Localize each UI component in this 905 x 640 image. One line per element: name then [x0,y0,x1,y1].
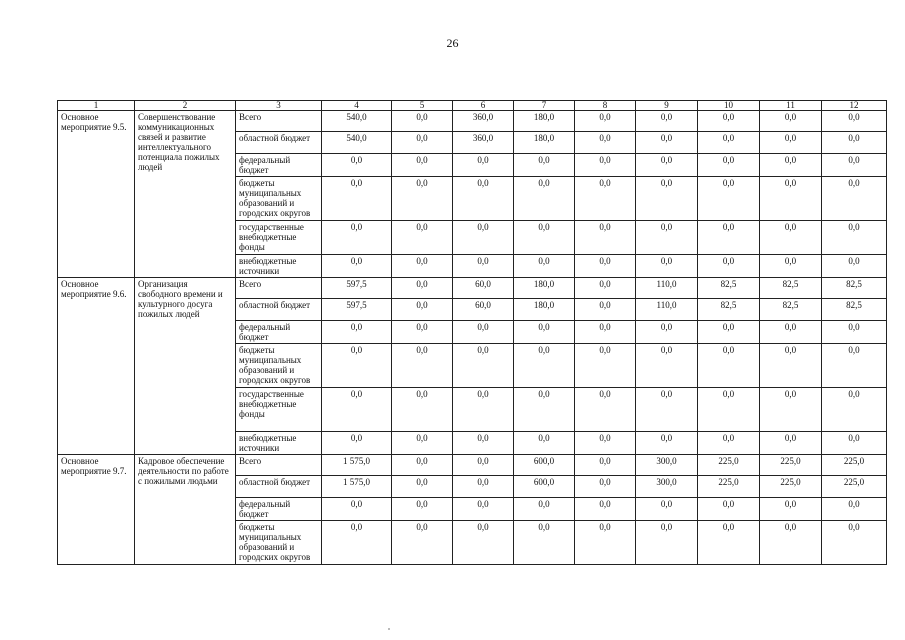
amount-cell: 180,0 [514,278,575,299]
amount-cell: 0,0 [322,255,392,278]
column-header: 8 [575,101,636,111]
amount-cell: 0,0 [453,388,514,432]
amount-cell: 0,0 [636,432,698,455]
amount-cell: 597,5 [322,299,392,321]
amount-cell: 0,0 [636,111,698,132]
amount-cell: 0,0 [575,388,636,432]
amount-cell: 0,0 [392,255,453,278]
amount-cell: 0,0 [322,154,392,177]
amount-cell: 0,0 [822,255,887,278]
amount-cell: 0,0 [822,132,887,154]
funding-source: областной бюджет [236,132,322,154]
amount-cell: 0,0 [575,221,636,255]
amount-cell: 1 575,0 [322,455,392,476]
amount-cell: 0,0 [760,388,822,432]
amount-cell: 0,0 [514,321,575,344]
amount-cell: 0,0 [575,278,636,299]
amount-cell: 0,0 [514,221,575,255]
amount-cell: 0,0 [514,154,575,177]
amount-cell: 82,5 [760,278,822,299]
column-header: 1 [58,101,135,111]
amount-cell: 0,0 [760,498,822,521]
amount-cell: 0,0 [760,132,822,154]
funding-source: Всего [236,278,322,299]
measure-description: Совершенствование коммуникационных связей и развитие интеллектуального потенциала пожилых людей [135,111,236,278]
amount-cell: 0,0 [392,299,453,321]
amount-cell: 0,0 [575,321,636,344]
amount-cell: 0,0 [636,344,698,388]
funding-source: бюджеты муниципальных образований и городских округов [236,521,322,565]
amount-cell: 0,0 [698,498,760,521]
amount-cell: 0,0 [322,177,392,221]
amount-cell: 0,0 [698,521,760,565]
amount-cell: 180,0 [514,299,575,321]
table-body [58,111,887,565]
amount-cell: 0,0 [514,498,575,521]
amount-cell: 0,0 [760,154,822,177]
amount-cell: 0,0 [698,255,760,278]
amount-cell: 0,0 [698,154,760,177]
column-header: 6 [453,101,514,111]
page-number: 26 [446,36,459,50]
funding-source: федеральный бюджет [236,321,322,344]
amount-cell: 360,0 [453,132,514,154]
measure-description: Организация свободного времени и культурного досуга пожилых людей [135,278,236,455]
scan-speck [388,628,390,630]
column-header: 3 [236,101,322,111]
amount-cell: 82,5 [698,299,760,321]
funding-source: федеральный бюджет [236,498,322,521]
amount-cell: 0,0 [392,278,453,299]
table-row [58,278,887,299]
amount-cell: 0,0 [575,132,636,154]
amount-cell: 0,0 [575,344,636,388]
amount-cell: 0,0 [636,388,698,432]
amount-cell: 0,0 [575,154,636,177]
amount-cell: 0,0 [575,476,636,498]
amount-cell: 0,0 [514,432,575,455]
amount-cell: 0,0 [575,521,636,565]
amount-cell: 225,0 [822,476,887,498]
amount-cell: 0,0 [392,132,453,154]
amount-cell: 0,0 [760,221,822,255]
funding-source: бюджеты муниципальных образований и городских округов [236,344,322,388]
amount-cell: 300,0 [636,476,698,498]
amount-cell: 0,0 [514,521,575,565]
funding-source: государственные внебюджетные фонды [236,221,322,255]
amount-cell: 0,0 [392,432,453,455]
amount-cell: 0,0 [760,255,822,278]
amount-cell: 597,5 [322,278,392,299]
amount-cell: 360,0 [453,111,514,132]
column-header: 12 [822,101,887,111]
amount-cell: 0,0 [760,111,822,132]
amount-cell: 225,0 [760,476,822,498]
amount-cell: 0,0 [636,321,698,344]
amount-cell: 0,0 [575,498,636,521]
amount-cell: 0,0 [392,521,453,565]
amount-cell: 0,0 [322,432,392,455]
amount-cell: 0,0 [636,521,698,565]
amount-cell: 82,5 [822,299,887,321]
amount-cell: 0,0 [636,221,698,255]
amount-cell: 225,0 [822,455,887,476]
amount-cell: 0,0 [392,177,453,221]
amount-cell: 0,0 [760,321,822,344]
column-header: 10 [698,101,760,111]
measure-name: Основное мероприятие 9.5. [58,111,135,278]
amount-cell: 0,0 [575,455,636,476]
amount-cell: 0,0 [760,177,822,221]
amount-cell: 0,0 [453,476,514,498]
amount-cell: 0,0 [636,255,698,278]
amount-cell: 0,0 [514,344,575,388]
column-header: 4 [322,101,392,111]
amount-cell: 82,5 [822,278,887,299]
amount-cell: 0,0 [392,321,453,344]
amount-cell: 0,0 [575,299,636,321]
amount-cell: 0,0 [453,321,514,344]
amount-cell: 0,0 [575,255,636,278]
amount-cell: 0,0 [698,111,760,132]
amount-cell: 600,0 [514,476,575,498]
amount-cell: 0,0 [575,177,636,221]
column-header: 5 [392,101,453,111]
amount-cell: 0,0 [322,498,392,521]
amount-cell: 0,0 [636,132,698,154]
amount-cell: 0,0 [822,321,887,344]
amount-cell: 0,0 [453,455,514,476]
amount-cell: 0,0 [322,344,392,388]
amount-cell: 0,0 [453,154,514,177]
amount-cell: 0,0 [822,498,887,521]
amount-cell: 225,0 [760,455,822,476]
amount-cell: 0,0 [822,111,887,132]
amount-cell: 0,0 [636,177,698,221]
amount-cell: 0,0 [698,388,760,432]
amount-cell: 0,0 [636,154,698,177]
amount-cell: 540,0 [322,111,392,132]
amount-cell: 0,0 [392,498,453,521]
table-row [58,455,887,476]
amount-cell: 0,0 [760,344,822,388]
measure-name: Основное мероприятие 9.7. [58,455,135,565]
amount-cell: 0,0 [698,221,760,255]
amount-cell: 180,0 [514,111,575,132]
amount-cell: 0,0 [822,432,887,455]
amount-cell: 0,0 [322,221,392,255]
amount-cell: 60,0 [453,299,514,321]
amount-cell: 540,0 [322,132,392,154]
amount-cell: 225,0 [698,455,760,476]
amount-cell: 0,0 [322,321,392,344]
amount-cell: 110,0 [636,299,698,321]
amount-cell: 0,0 [453,498,514,521]
amount-cell: 0,0 [636,498,698,521]
amount-cell: 0,0 [453,255,514,278]
amount-cell: 0,0 [822,154,887,177]
funding-source: областной бюджет [236,476,322,498]
column-header: 2 [135,101,236,111]
amount-cell: 0,0 [760,432,822,455]
column-number-row [58,101,887,111]
amount-cell: 0,0 [392,388,453,432]
amount-cell: 180,0 [514,132,575,154]
table-row [58,111,887,132]
amount-cell: 82,5 [760,299,822,321]
column-header: 7 [514,101,575,111]
amount-cell: 0,0 [822,221,887,255]
amount-cell: 0,0 [392,111,453,132]
amount-cell: 0,0 [392,476,453,498]
amount-cell: 0,0 [392,455,453,476]
amount-cell: 0,0 [392,344,453,388]
amount-cell: 0,0 [698,432,760,455]
amount-cell: 0,0 [453,521,514,565]
amount-cell: 0,0 [453,344,514,388]
amount-cell: 0,0 [822,344,887,388]
amount-cell: 0,0 [453,221,514,255]
amount-cell: 0,0 [453,432,514,455]
amount-cell: 0,0 [392,154,453,177]
column-header: 11 [760,101,822,111]
amount-cell: 600,0 [514,455,575,476]
amount-cell: 0,0 [698,321,760,344]
funding-source: Всего [236,111,322,132]
amount-cell: 0,0 [514,388,575,432]
measure-description: Кадровое обеспечение деятельности по работе с пожилыми людьми [135,455,236,565]
funding-source: государственные внебюджетные фонды [236,388,322,432]
amount-cell: 0,0 [514,255,575,278]
amount-cell: 0,0 [698,177,760,221]
funding-source: областной бюджет [236,299,322,321]
amount-cell: 0,0 [822,388,887,432]
amount-cell: 0,0 [698,132,760,154]
amount-cell: 0,0 [322,388,392,432]
funding-source: внебюджетные источники [236,255,322,278]
amount-cell: 0,0 [392,221,453,255]
amount-cell: 1 575,0 [322,476,392,498]
amount-cell: 0,0 [575,432,636,455]
amount-cell: 82,5 [698,278,760,299]
funding-source: федеральный бюджет [236,154,322,177]
amount-cell: 0,0 [514,177,575,221]
amount-cell: 110,0 [636,278,698,299]
amount-cell: 225,0 [698,476,760,498]
amount-cell: 0,0 [322,521,392,565]
amount-cell: 0,0 [453,177,514,221]
budget-table [57,100,887,565]
amount-cell: 60,0 [453,278,514,299]
measure-name: Основное мероприятие 9.6. [58,278,135,455]
funding-source: внебюджетные источники [236,432,322,455]
funding-source: Всего [236,455,322,476]
amount-cell: 0,0 [822,521,887,565]
column-header: 9 [636,101,698,111]
amount-cell: 0,0 [822,177,887,221]
funding-source: бюджеты муниципальных образований и городских округов [236,177,322,221]
amount-cell: 0,0 [698,344,760,388]
amount-cell: 0,0 [760,521,822,565]
amount-cell: 300,0 [636,455,698,476]
amount-cell: 0,0 [575,111,636,132]
